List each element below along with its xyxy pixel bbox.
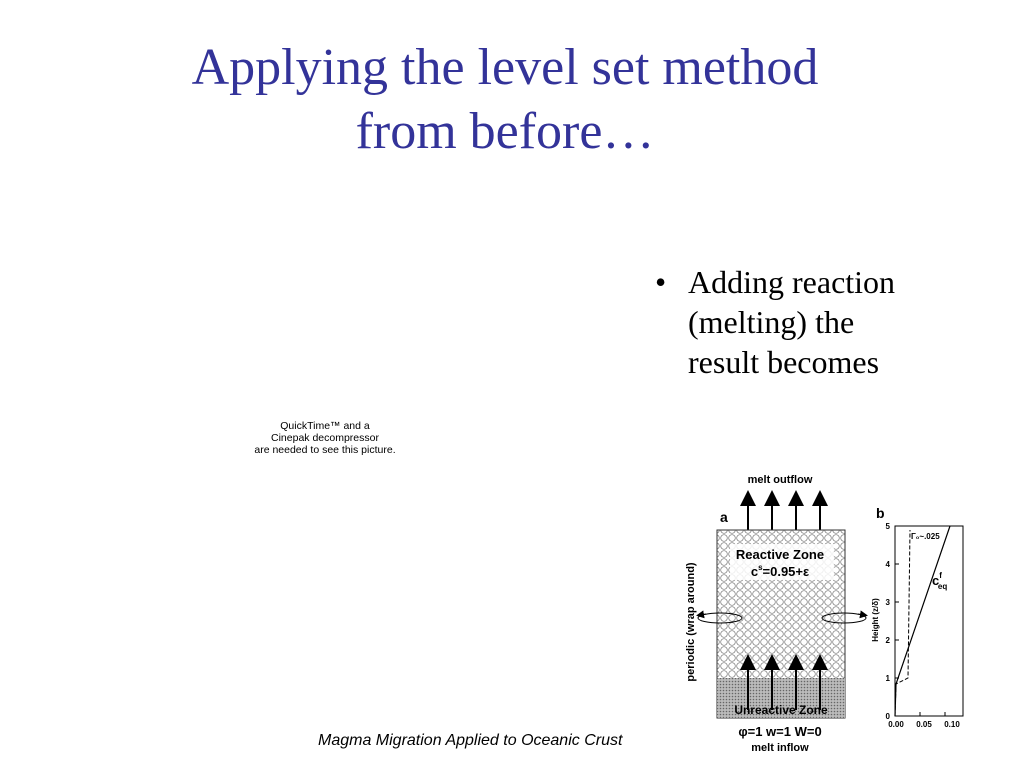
xtick-0: 0.00 xyxy=(888,720,904,729)
placeholder-line-2: Cinepak decompressor xyxy=(271,432,379,444)
xtick-2: 0.10 xyxy=(944,720,960,729)
panel-b-yticks xyxy=(886,522,891,721)
ceq-label: $c^f$ eq xyxy=(932,571,948,591)
xtick-1: 0.05 xyxy=(916,720,932,729)
placeholder-line-3: are needed to see this picture. xyxy=(254,444,396,456)
unreactive-zone-label: Unreactive Zone xyxy=(734,703,828,717)
dashed-profile-line xyxy=(895,530,910,716)
melt-inflow-label: melt inflow xyxy=(751,742,809,754)
quicktime-placeholder xyxy=(220,420,430,456)
outflow-arrows xyxy=(748,498,820,530)
slide-title xyxy=(0,36,1010,164)
ceq-profile-line xyxy=(895,526,950,716)
panel-a-label: a xyxy=(720,509,728,525)
panel-b-ylabel: Height (z/δ) xyxy=(871,598,880,642)
gamma-annotation: Γ₀~.025 xyxy=(911,532,940,541)
ytick-2: 2 xyxy=(885,636,890,645)
bullet-line-2: (melting) the xyxy=(688,304,855,340)
periodic-side-label: periodic (wrap around) xyxy=(685,562,697,682)
bullet-dot: • xyxy=(655,264,667,300)
bullet-line-1: Adding reaction xyxy=(688,264,896,300)
bullet-text xyxy=(688,262,993,382)
bullet-line-3: result becomes xyxy=(688,344,880,380)
title-line-1: Applying the level set method xyxy=(191,39,819,96)
ytick-4: 4 xyxy=(885,560,890,569)
reactive-zone-equation: $c^s=0.95+\varepsilon$ xyxy=(750,563,810,579)
reactive-zone-label: Reactive Zone xyxy=(735,547,825,562)
ytick-5: 5 xyxy=(885,522,890,531)
panel-b-axes xyxy=(895,526,963,716)
ytick-0: 0 xyxy=(885,712,890,721)
melting-figure xyxy=(680,470,980,760)
title-line-2: from before… xyxy=(355,103,655,160)
panel-b-xticks xyxy=(888,720,960,729)
slide-footer: Magma Migration Applied to Oceanic Crust xyxy=(318,732,623,749)
ytick-1: 1 xyxy=(885,674,890,683)
panel-b-label: b xyxy=(876,505,885,521)
ytick-3: 3 xyxy=(885,598,890,607)
placeholder-line-1: QuickTime™ and a xyxy=(280,420,370,432)
boundary-condition-label: φ=1 w=1 W=0 xyxy=(738,724,822,739)
melt-outflow-label: melt outflow xyxy=(747,474,813,486)
figure-svg xyxy=(680,470,980,760)
